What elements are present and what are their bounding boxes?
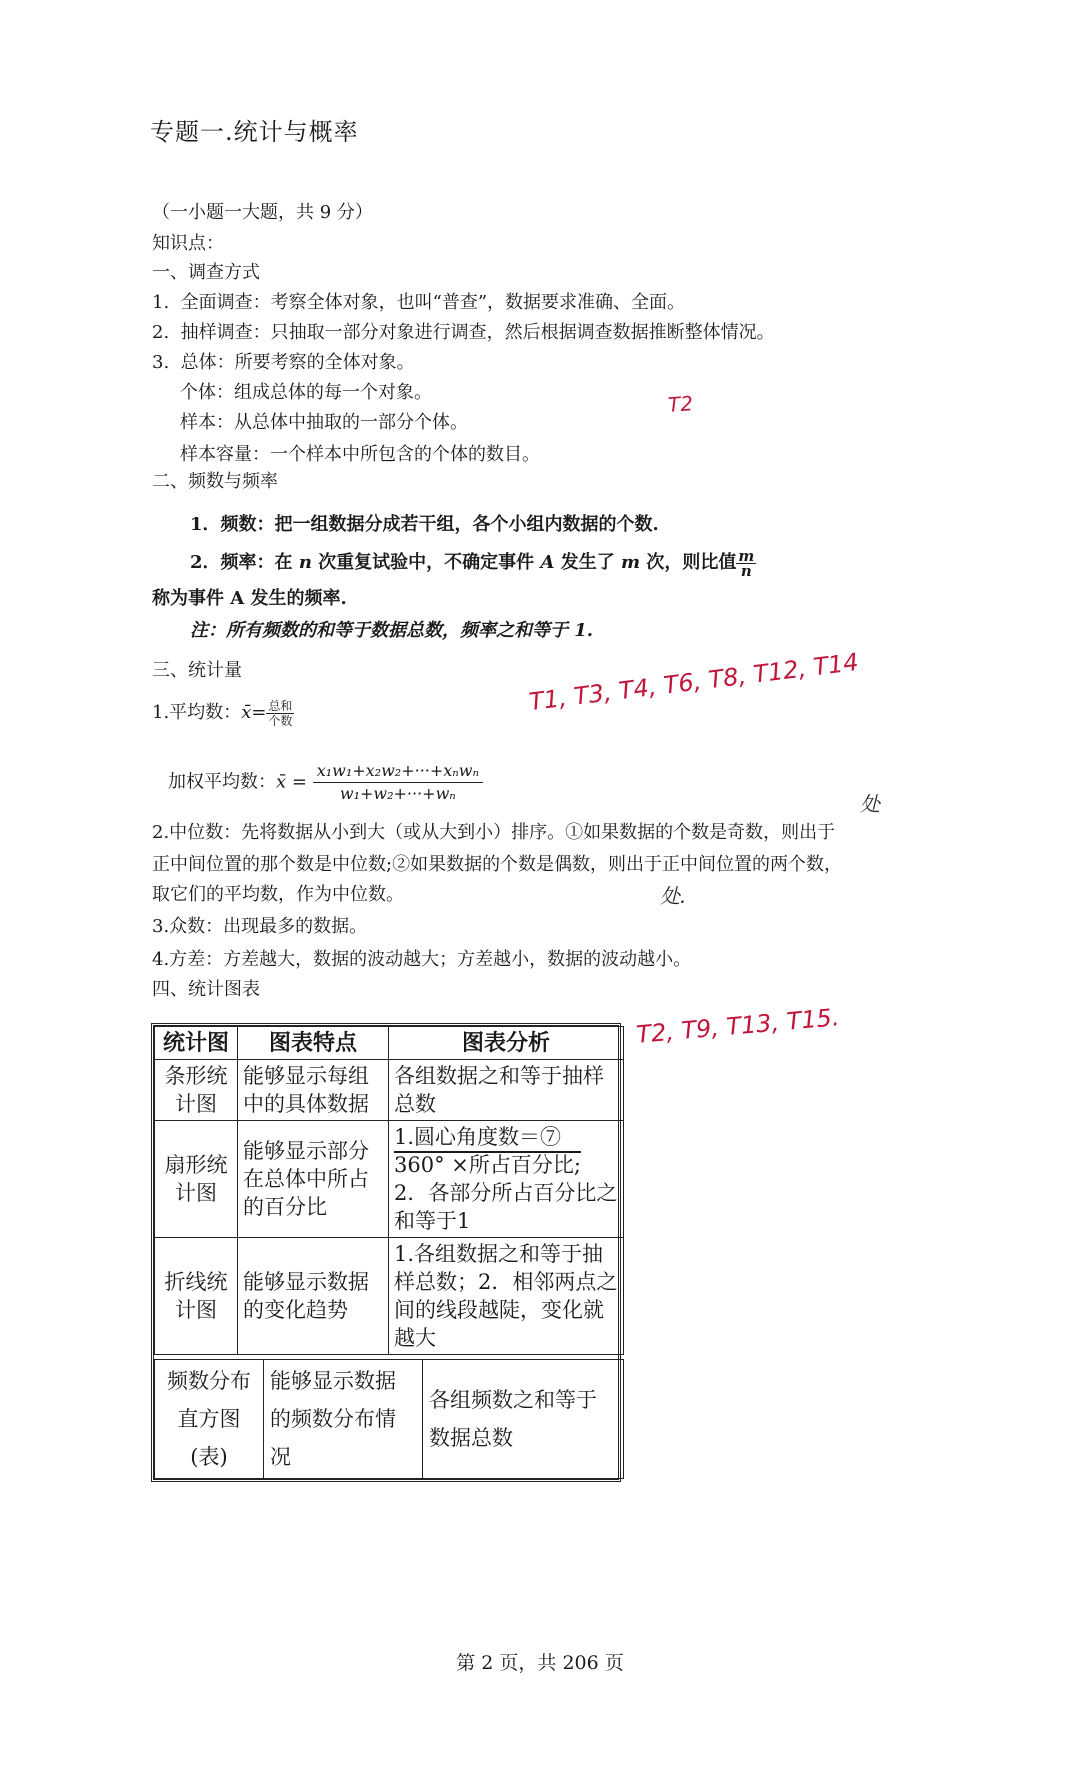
table-row — [155, 1238, 624, 1355]
weighted-mean-symbol: x̄ = — [276, 771, 307, 793]
subtitle: （一小题一大题，共 9 分） — [152, 202, 373, 223]
item-text: 抽样调查：只抽取一部分对象进行调查，然后根据调查数据推断整体情况。 — [180, 322, 775, 343]
sub-item: 个体：组成总体的每一个对象。 — [180, 382, 432, 403]
frequency-item: 1．频数：把一组数据分成若干组，各个小组内数据的个数. — [190, 514, 659, 535]
cell-line: 1.圆心角度数＝⑦ — [394, 1125, 562, 1149]
list-item — [152, 348, 415, 374]
table-header: 图表分析 — [389, 1027, 624, 1060]
median-line: 取它们的平均数，作为中位数。 — [152, 884, 404, 905]
weighted-mean-fraction: $\frac{\text{x₁w₁+x₂w₂+···+xₙwₙ}}{\text{w₁+w₂+···+wₙ}}$ — [313, 760, 483, 805]
list-item — [152, 318, 775, 344]
math-n: n — [298, 552, 312, 573]
page-title: 专题一.统计与概率 — [150, 118, 359, 146]
table-cell: 各组数据之和等于抽样总数 — [389, 1060, 624, 1121]
text-fragment: 2．频率：在 — [190, 552, 293, 573]
sub-item: 样本：从总体中抽取的一部分个体。 — [180, 412, 468, 433]
text-fragment: 发生了 — [560, 552, 615, 573]
table-cell: 能够显示数据的变化趋势 — [238, 1238, 389, 1355]
handwritten-mark: 处 — [860, 792, 880, 816]
median-line: 正中间位置的那个数是中位数;②如果数据的个数是偶数，则出于正中间位置的两个数， — [152, 854, 843, 875]
histogram-table — [154, 1359, 624, 1479]
mean-formula — [152, 698, 294, 728]
table-cell: 能够显示部分在总体中所占的百分比 — [238, 1121, 389, 1238]
mean-fraction: $\frac{\text{总和}}{\text{个数}}$ — [268, 698, 293, 728]
table-row — [155, 1121, 624, 1238]
table-cell: 能够显示每组中的具体数据 — [238, 1060, 389, 1121]
fraction-m-over-n: $\frac{m}{n}$ — [738, 546, 755, 580]
list-item — [152, 288, 685, 314]
mode-item: 3.众数：出现最多的数据。 — [152, 916, 368, 937]
cell-line: 360° ×所占百分比; — [394, 1153, 581, 1177]
median-line: 2.中位数：先将数据从小到大（或从大到小）排序。①如果数据的个数是奇数，则出于 — [152, 822, 836, 843]
mean-symbol: x̄= — [241, 702, 267, 723]
item-text: 全面调查：考察全体对象，也叫“普查”，数据要求准确、全面。 — [180, 292, 686, 313]
table-cell: 各组频数之和等于数据总数 — [423, 1360, 624, 1479]
note: 注：所有频数的和等于数据总数，频率之和等于 1. — [190, 620, 594, 641]
item-number: 1. — [152, 292, 170, 313]
table-cell: 1.各组数据之和等于抽样总数；2．相邻两点之间的线段越陡，变化就越大 — [389, 1238, 624, 1355]
handwritten-note: T2 — [667, 391, 694, 417]
table-frame — [151, 1023, 621, 1482]
knowledge-label: 知识点： — [152, 233, 224, 254]
table-cell: 能够显示数据的频数分布情况 — [264, 1360, 423, 1479]
cell-line: 2．各部分所占百分比之和等于1 — [394, 1181, 618, 1233]
relative-frequency-item — [190, 548, 756, 578]
math-a: A — [540, 552, 555, 573]
handwritten-note: T1, T3, T4, T6, T8, T12, T14 — [527, 647, 861, 717]
section-3-heading: 三、统计量 — [152, 660, 242, 681]
table-cell: 频数分布直方图(表) — [155, 1360, 264, 1479]
table-cell: 条形统计图 — [155, 1060, 238, 1121]
handwritten-note: T2, T9, T13, T15. — [635, 1003, 841, 1049]
relative-frequency-continued: 称为事件 A 发生的频率. — [152, 588, 347, 609]
table-header-row — [155, 1027, 624, 1060]
table-header: 统计图 — [155, 1027, 238, 1060]
text-fragment: 次重复试验中，不确定事件 — [318, 552, 535, 573]
section-4-heading: 四、统计图表 — [152, 979, 260, 1000]
text-fragment: 次，则比值 — [646, 552, 737, 573]
item-text: 总体：所要考察的全体对象。 — [180, 352, 415, 373]
item-number: 2. — [152, 322, 170, 343]
chart-types-table — [154, 1026, 624, 1355]
variance-item: 4.方差：方差越大，数据的波动越大；方差越小，数据的波动越小。 — [152, 949, 692, 970]
weighted-mean-label: 加权平均数： — [168, 771, 276, 793]
section-2-heading: 二、频数与频率 — [152, 471, 278, 492]
table-row — [155, 1060, 624, 1121]
sub-item: 样本容量：一个样本中所包含的个体的数目。 — [180, 444, 540, 465]
table-header: 图表特点 — [238, 1027, 389, 1060]
table-cell: 折线统计图 — [155, 1238, 238, 1355]
table-cell: 扇形统计图 — [155, 1121, 238, 1238]
statistics-chart-table — [151, 1023, 621, 1482]
mean-label: 1.平均数： — [152, 702, 242, 723]
math-m: m — [621, 552, 641, 573]
page-number: 第 2 页，共 206 页 — [456, 1652, 624, 1674]
weighted-mean-formula — [168, 760, 483, 805]
handwritten-mark: 处. — [660, 884, 687, 908]
item-number: 3. — [152, 352, 170, 373]
table-row — [155, 1360, 624, 1479]
section-1-heading: 一、调查方式 — [152, 262, 260, 283]
table-cell — [389, 1121, 624, 1238]
